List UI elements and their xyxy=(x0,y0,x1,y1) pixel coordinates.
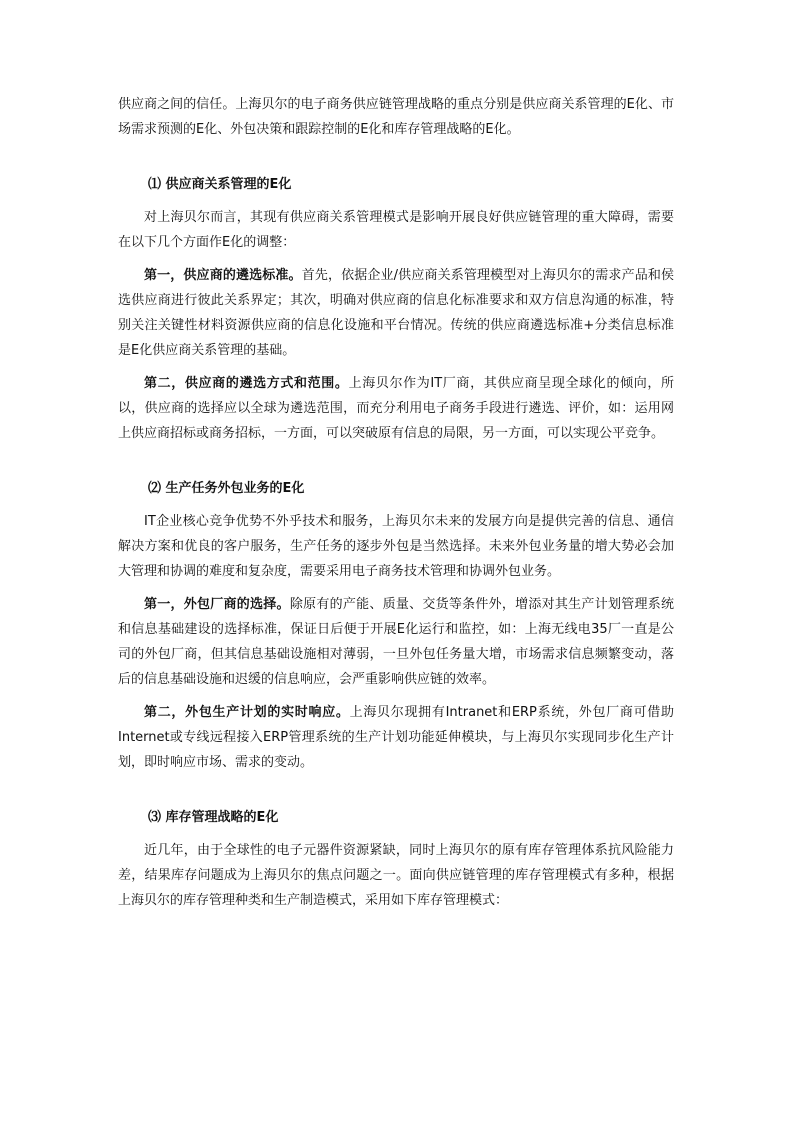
section-1-item-1 xyxy=(118,263,674,363)
item-lead: 第二，供应商的遴选方式和范围。 xyxy=(144,376,349,391)
section-2-paragraph: IT企业核心竞争优势不外乎技术和服务，上海贝尔未来的发展方向是提供完善的信息、通信解决方案和优良的客户服务，生产任务的逐步外包是当然选择。未来外包业务量的增大势必会加大管理和协调的难度和复杂度，需要采用电子商务技术管理和协调外包业务。 xyxy=(118,514,674,579)
section-2-item-2 xyxy=(118,700,674,775)
section-2-item-1 xyxy=(118,592,674,692)
item-text: 除原有的产能、质量、交货等条件外，增添对其生产计划管理系统和信息基础建设的选择标准，保证日后便于开展E化运行和监控，如：上海无线电35厂一直是公司的外包厂商，但其信息基础设施相对薄弱，一旦外包任务量大增，市场需求信息频繁变动，落后的信息基础设施和迟缓的信息响应，会严重影响供应链的效率。 xyxy=(118,597,674,687)
section-2-heading: ⑵ 生产任务外包业务的E化 xyxy=(148,481,305,496)
section-1-paragraph: 对上海贝尔而言，其现有供应商关系管理模式是影响开展良好供应链管理的重大障碍，需要在以下几个方面作E化的调整： xyxy=(118,210,674,250)
section-1-item-2 xyxy=(118,371,674,446)
section-3-heading: ⑶ 库存管理战略的E化 xyxy=(148,810,279,825)
item-lead: 第一，外包厂商的选择。 xyxy=(144,597,290,612)
section-1-heading: ⑴ 供应商关系管理的E化 xyxy=(148,177,292,192)
item-lead: 第一，供应商的遴选标准。 xyxy=(144,268,302,283)
section-3-paragraph: 近几年，由于全球性的电子元器件资源紧缺，同时上海贝尔的原有库存管理体系抗风险能力差，结果库存问题成为上海贝尔的焦点问题之一。面向供应链管理的库存管理模式有多种，根据上海贝尔的库存管理种类和生产制造模式，采用如下库存管理模式： xyxy=(118,843,674,908)
document-body xyxy=(118,92,674,913)
item-text: 上海贝尔作为IT厂商，其供应商呈现全球化的倾向，所以，供应商的选择应以全球为遴选范围，而充分利用电子商务手段进行遴选、评价，如：运用网上供应商招标或商务招标，一方面，可以突破原有信息的局限，另一方面，可以实现公平竞争。 xyxy=(118,376,674,441)
item-text: 首先，依据企业/供应商关系管理模型对上海贝尔的需求产品和侯选供应商进行彼此关系界定；其次，明确对供应商的信息化标准要求和双方信息沟通的标准，特别关注关键性材料资源供应商的信息化设施和平台情况。传统的供应商遴选标准+分类信息标准是E化供应商关系管理的基础。 xyxy=(118,268,674,358)
item-lead: 第二，外包生产计划的实时响应。 xyxy=(144,705,350,720)
intro-paragraph: 供应商之间的信任。上海贝尔的电子商务供应链管理战略的重点分别是供应商关系管理的E化、市场需求预测的E化、外包决策和跟踪控制的E化和库存管理战略的E化。 xyxy=(118,97,674,137)
item-text: 上海贝尔现拥有Intranet和ERP系统，外包厂商可借助Internet或专线远程接入ERP管理系统的生产计划功能延伸模块，与上海贝尔实现同步化生产计划，即时响应市场、需求的变动。 xyxy=(118,705,674,770)
